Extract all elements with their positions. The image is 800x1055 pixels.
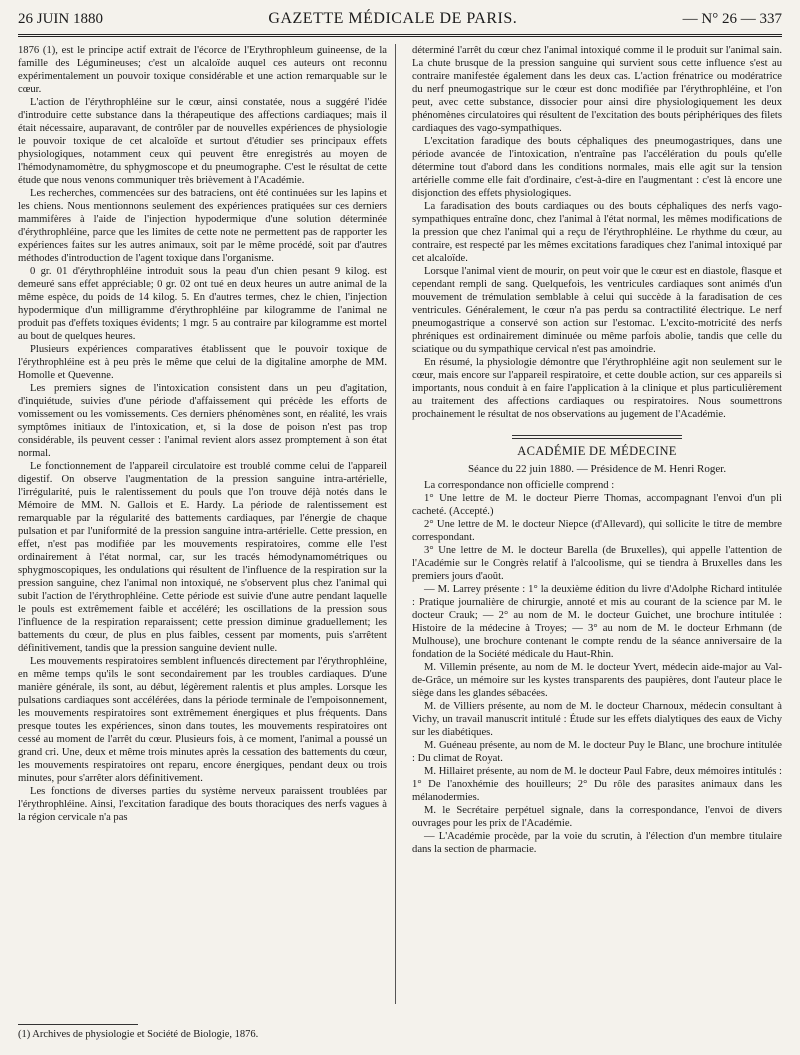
paragraph: — M. Larrey présente : 1° la deuxième édition du livre d'Adolphe Richard intitulée : Pratique journalière de chirurgie, annoté et mis au courant de la science par M. le docteur Crauk; — 2° au nom de M. le docteur Guichet, une brochure intitulée : Histoire de la médecine à Troyes; — 3° au nom de M. le docteur Erhmann (de Mulhouse), une brochure contenant le compte rendu de la séance anniversaire de la fondation de la Société médicale du Haut-Rhin.: [412, 584, 782, 660]
paragraph: 1° Une lettre de M. le docteur Pierre Thomas, accompagnant l'envoi d'un pli cacheté. (Accepté.): [412, 493, 782, 517]
section-title: ACADÉMIE DE MÉDECINE: [517, 444, 677, 458]
paragraph: La faradisation des bouts cardiaques ou des bouts céphaliques des nerfs vago-sympathiques entraîne donc, chez l'animal à l'état normal, les mêmes modifications de la pression que chez l'animal qui a reçu de l'érythrophléine. Le rhythme du cœur, au contraire, est respecté par les mêmes excitations faradiques chez l'animal intoxiqué par cet alcaloïde.: [412, 201, 782, 264]
header-rule: [18, 34, 782, 40]
paragraph: Le fonctionnement de l'appareil circulatoire est troublé comme celui de l'appareil digestif. On observe l'augmentation de la pression sanguine intra-artérielle, l'irrégularité, puis le ralentissement du pouls que l'on trouve déjà notés dans le Mémoire de MM. N. Gallois et E. Hardy. La période de ralentissement est remarquable par la régularité des battements cardiaques, par l'énergie de chaque pulsation et par l'uniformité de la pression sanguine intra-artérielle. Cette pression, en effet, n'est pas modifiée par les mouvements respiratoires, comme elle l'est ordinairement à l'état normal, car, sur les tracés hémodynamométriques ou sphygmoscopiques, les ondulations qui résultent de l'influence de la respiration sur la pression sanguine, chez l'animal non intoxiqué, ne s'observent plus chez l'animal qui subit l'action de l'érythrophléine. Cette période est suivie d'une autre pendant laquelle le pouls est extrêmement faible et accéléré; les oscillations de la pression sous l'influence de la respiration reparaissent; cette pression diminue graduellement; les battements du cœur, de plus en plus faibles, cessent par moments, puis s'arrêtent définitivement, tandis que la pression sanguine devient nulle.: [18, 461, 388, 654]
paragraph: 2° Une lettre de M. le docteur Niepce (d'Allevard), qui sollicite le titre de membre correspondant.: [412, 519, 782, 543]
paragraph: M. Villemin présente, au nom de M. le docteur Yvert, médecin aide-major au Val-de-Grâce, un mémoire sur les kystes transparents des paupières, dont l'auteur place le siège dans les glandes sébacées.: [412, 662, 782, 699]
paragraph: M. Hillairet présente, au nom de M. le docteur Paul Fabre, deux mémoires intitulés : 1° De l'anoxhémie des houilleurs; 2° Du rôle des parasites animaux dans les mélanodermies.: [412, 766, 782, 803]
paragraph: Les premiers signes de l'intoxication consistent dans un peu d'agitation, d'inquiétude, suivies d'une période d'affaissement qui précède les efforts de vomissement ou les vomissements. Ces derniers phénomènes sont, en réalité, les vrais symptômes initiaux de l'intoxication, et, si la dose de poison n'est pas trop considérable, ils peuvent cesser : l'animal revient alors assez promptement à son état normal.: [18, 383, 388, 459]
seance-line: Séance du 22 juin 1880. — Présidence de M. Henri Roger.: [467, 463, 727, 475]
paragraph: Plusieurs expériences comparatives établissent que le pouvoir toxique de l'érythrophléine est à peu près le même que celui de la digitaline amorphe de MM. Homolle et Quevenne.: [18, 344, 388, 381]
header-title: GAZETTE MÉDICALE DE PARIS.: [268, 10, 518, 27]
paragraph: M. de Villiers présente, au nom de M. le docteur Charnoux, médecin consultant à Vichy, un travail manuscrit intitulé : Étude sur les effets dialytiques des eaux de Vichy sur les diabétiques.: [412, 701, 782, 738]
paragraph: M. Guéneau présente, au nom de M. le docteur Puy le Blanc, une brochure intitulée : Du climat de Royat.: [412, 740, 782, 764]
paragraph: — L'Académie procède, par la voie du scrutin, à l'élection d'un membre titulaire dans la section de pharmacie.: [412, 831, 782, 855]
left-column: [18, 44, 396, 1004]
paragraph: Les fonctions de diverses parties du système nerveux paraissent troublées par l'érythrophléine. Ainsi, l'excitation faradique des bouts thoraciques des nerfs vagues à la région cervicale n'a pas: [18, 786, 388, 823]
paragraph: déterminé l'arrêt du cœur chez l'animal intoxiqué comme il le produit sur l'animal sain. La chute brusque de la pression sanguine qui survient sous cette influence s'est au contraire manifestée également dans les deux cas. L'action frénatrice ou modératrice du nerf pneumogastrique sur le cœur est donc modifiée par l'érythrophléine, et l'on peut, avec cette substance, dissocier pour ainsi dire physiologiquement les deux phénomènes circulatoires qui résultent de l'excitation des bouts périphériques des filets cardiaques des vago-sympathiques.: [412, 45, 782, 134]
paragraph: Lorsque l'animal vient de mourir, on peut voir que le cœur est en diastole, flasque et cependant rempli de sang. Quelquefois, les ventricules cardiaques sont animés d'un mouvement de trémulation semblable à celui qui succède à la faradisation de ces ventricules. Généralement, le cœur n'a pas perdu sa contractilité électrique. Le nerf pneumogastrique a conservé son action sur l'estomac. L'excito-motricité des nerfs phréniques est ordinairement diminuée ou même parfois abolie, tandis que celle du sciatique ou du sympathique cervical n'est pas amoindrie.: [412, 266, 782, 355]
columns: [18, 44, 782, 1004]
page-header: [18, 10, 782, 30]
paragraph: 1876 (1), est le principe actif extrait de l'écorce de l'Erythrophleum guineense, de la famille des Légumineuses; c'est un alcaloïde auquel ces auteurs ont reconnu expérimentalement un pouvoir toxique considérable et une action remarquable sur le cœur.: [18, 45, 388, 95]
footnote: (1) Archives de physiologie et Société de Biologie, 1876.: [18, 1029, 259, 1040]
paragraph: La correspondance non officielle comprend :: [424, 480, 615, 491]
paragraph: L'action de l'érythrophléine sur le cœur, ainsi constatée, nous a suggéré l'idée d'introduire cette substance dans la thérapeutique des affections cardiaques; mais il était nécessaire, auparavant, de contrôler par de nouvelles expériences de physiologie le pouvoir toxique de cet alcaloïde et surtout d'étudier ses principaux effets physiologiques, notamment ceux qui peuvent être enregistrés au moyen de l'hémodynamomètre, du sphygmoscope et du pneumographe. C'est le résultat de cette étude que nous venons communiquer très brièvement à l'Académie.: [18, 97, 388, 186]
paragraph: M. le Secrétaire perpétuel signale, dans la correspondance, l'envoi de divers ouvrages pour les prix de l'Académie.: [412, 805, 782, 829]
paragraph: 0 gr. 01 d'érythrophléine introduit sous la peau d'un chien pesant 9 kilog. est demeuré sans effet appréciable; 0 gr. 02 ont tué en deux heures un autre animal de la même espèce, du poids de 14 kilog. 5. En d'autres termes, chez le chien, l'injection hypodermique d'un milligramme d'érythrophléine par kilogramme de l'animal ne produit pas d'effets toxiques évidents; 1 mgr. 5 au contraire par kilogramme est mortel au bout de quelques heures.: [18, 266, 388, 342]
paragraph: 3° Une lettre de M. le docteur Barella (de Bruxelles), qui appelle l'attention de l'Académie sur le Congrès relatif à l'alcoolisme, qui se tiendra à Bruxelles dans les premiers jours d'août.: [412, 545, 782, 582]
right-column: [410, 44, 782, 1004]
paragraph: Les recherches, commencées sur des batraciens, ont été continuées sur les lapins et les chiens. Nous mentionnons seulement des expériences pratiquées sur ces derniers mammifères à l'aide de l'injection hypodermique d'une solution déterminée d'érythrophléine, parce que les limites de cette note ne permettent pas de rapporter les expériences faites sur les autres animaux, soit par le même procédé, soit par d'autres méthodes d'introduction de l'agent toxique dans l'organisme.: [18, 188, 388, 264]
paragraph: En résumé, la physiologie démontre que l'érythrophléine agit non seulement sur le cœur, mais encore sur l'appareil respiratoire, et cette double action, sur ces appareils si importants, nous conduit à en faire l'application à la clinique et plus particulièrement au traitement des affections cardiaques ou respiratoires. Nous soumettrons prochainement le résultat de nos observations au jugement de l'Académie.: [412, 357, 782, 420]
paragraph: Les mouvements respiratoires semblent influencés directement par l'érythrophléine, en même temps qu'ils le sont secondairement par les troubles cardiaques. D'une manière générale, ils sont, au début, légèrement ralentis et plus amples. Lorsque les pulsations cardiaques sont accélérées, dans la période terminale de l'empoisonnement, les mouvements respiratoires sont extrêmement énergiques et plus fréquents. Dans presque toutes les expériences, sinon dans toutes, les mouvements respiratoires ont cessé au moment de l'arrêt du cœur. Plusieurs fois, à ce moment, l'animal a poussé un grand cri. Une, deux et même trois minutes après la cessation des battements du cœur, les mouvements respiratoires ont reparu, encore énergiques, pendant deux ou trois minutes, pour s'arrêter alors définitivement.: [18, 656, 388, 784]
section-divider: [512, 435, 682, 439]
header-date: 26 JUIN 1880: [18, 11, 103, 27]
footnote-rule: [18, 1024, 138, 1025]
header-issue: — N° 26 — 337: [682, 11, 782, 27]
paragraph: L'excitation faradique des bouts céphaliques des pneumogastriques, dans une période avancée de l'intoxication, n'entraîne pas l'accélération du pouls qu'elle détermine tout d'abord dans les conditions normales, mais elle agit sur la tension artérielle comme elle fait d'ordinaire, c'est-à-dire en l'augmentant : c'est là encore une disjonction des effets physiologiques.: [412, 136, 782, 199]
